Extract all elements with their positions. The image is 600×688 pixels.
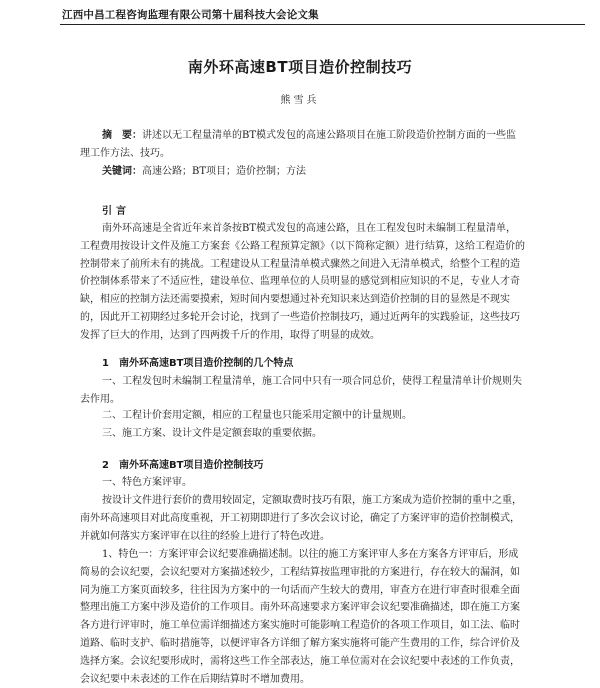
keywords [80, 163, 526, 181]
intro-heading: 引言 [102, 206, 130, 217]
section-1-item-1: 一、工程发包时未编制工程量清单，施工合同中只有一项合同总价，使得工程量清单计价规则失去作用。 [80, 376, 522, 405]
paper-title: 南外环高速BT项目造价控制技巧 [187, 58, 413, 76]
section-1-item-2: 二、工程计价套用定额，相应的工程量也只能采用定额中的计量规则。 [102, 410, 412, 421]
section-2-subheading: 一、特色方案评审。 [102, 477, 192, 488]
keywords-label: 关键词： [102, 166, 142, 177]
intro-paragraph: 南外环高速是全省近年来首条按BT模式发包的高速公路，且在工程发包时未编制工程量清单，工程费用按设计文件及施工方案套《公路工程预算定额》（以下简称定额）进行结算，这给工程造价的控制带来了前所未有的挑战。工程建设从工程量清单模式骤然之间进入无清单模式，给整个工程的造价控制体系带来了不适应性，建设单位、监理单位的人员明显的感觉到相应知识的不足，专业人才奇缺，相应的控制方法还需要摸索，短时间内要想通过补充知识来达到造价控制的目的显然是不现实的，因此开工初期经过多轮开会讨论，找到了一些造价控制技巧，通过近两年的实践验证，这些技巧发挥了巨大的作用，达到了四两拨千斤的作用，取得了明显的成效。 [80, 223, 525, 341]
section-2-paragraph-2: 1、特色一：方案评审会议纪要准确描述制。以往的施工方案评审人多在方案各方评审后，形成简易的会议纪要，会议纪要对方案描述较少，工程结算按监理审批的方案进行，存在较大的漏洞，如同为施工方案页面较多，往往因为方案中的一句话而产生较大的费用，审查方在进行审查时很难全面整理出施工方案中涉及造价的工作项目。南外环高速要求方案评审会议纪要准确描述，即在施工方案各方进行评审时，施工单位需详细描述方案实施时可能影响工程造价的各项工作项目，如工法、临时道路、临时支护、临时措施等，以便评审各方详细了解方案实施将可能产生费用的工作，综合评价及选择方案。会议纪要形成时，需将这些工作全部表达，施工单位需对在会议纪要中表述的工作负责，会议纪要中未表述的工作在后期结算时不增加费用。 [80, 549, 520, 685]
header-rule [60, 24, 585, 25]
keywords-text: 高速公路；BT项目；造价控制；方法 [142, 166, 307, 177]
section-1-item-3: 三、施工方案、设计文件是定额套取的重要依据。 [102, 428, 322, 439]
running-header: 江西中昌工程咨询监理有限公司第十届科技大会论文集 [62, 9, 319, 21]
abstract-label: 摘 要： [102, 130, 142, 141]
section-2-paragraph-1: 按设计文件进行套价的费用较固定，定额取费时技巧有限，施工方案成为造价控制的重中之重，南外环高速项目对此高度重视，开工初期即进行了多次会议讨论，确定了方案评审的造价控制模式，并就如何落实方案评审在以往的经验上进行了特色改进。 [80, 495, 522, 542]
section-1-heading: 1 南外环高速BT项目造价控制的几个特点 [102, 358, 294, 369]
abstract-text: 讲述以无工程量清单的BT模式发包的高速公路项目在施工阶段造价控制方面的一些监理工作方法、技巧。 [80, 130, 517, 159]
abstract [80, 127, 526, 163]
section-2-heading: 2 南外环高速BT项目造价控制技巧 [102, 460, 264, 471]
author-name: 熊雪兵 [280, 95, 320, 106]
